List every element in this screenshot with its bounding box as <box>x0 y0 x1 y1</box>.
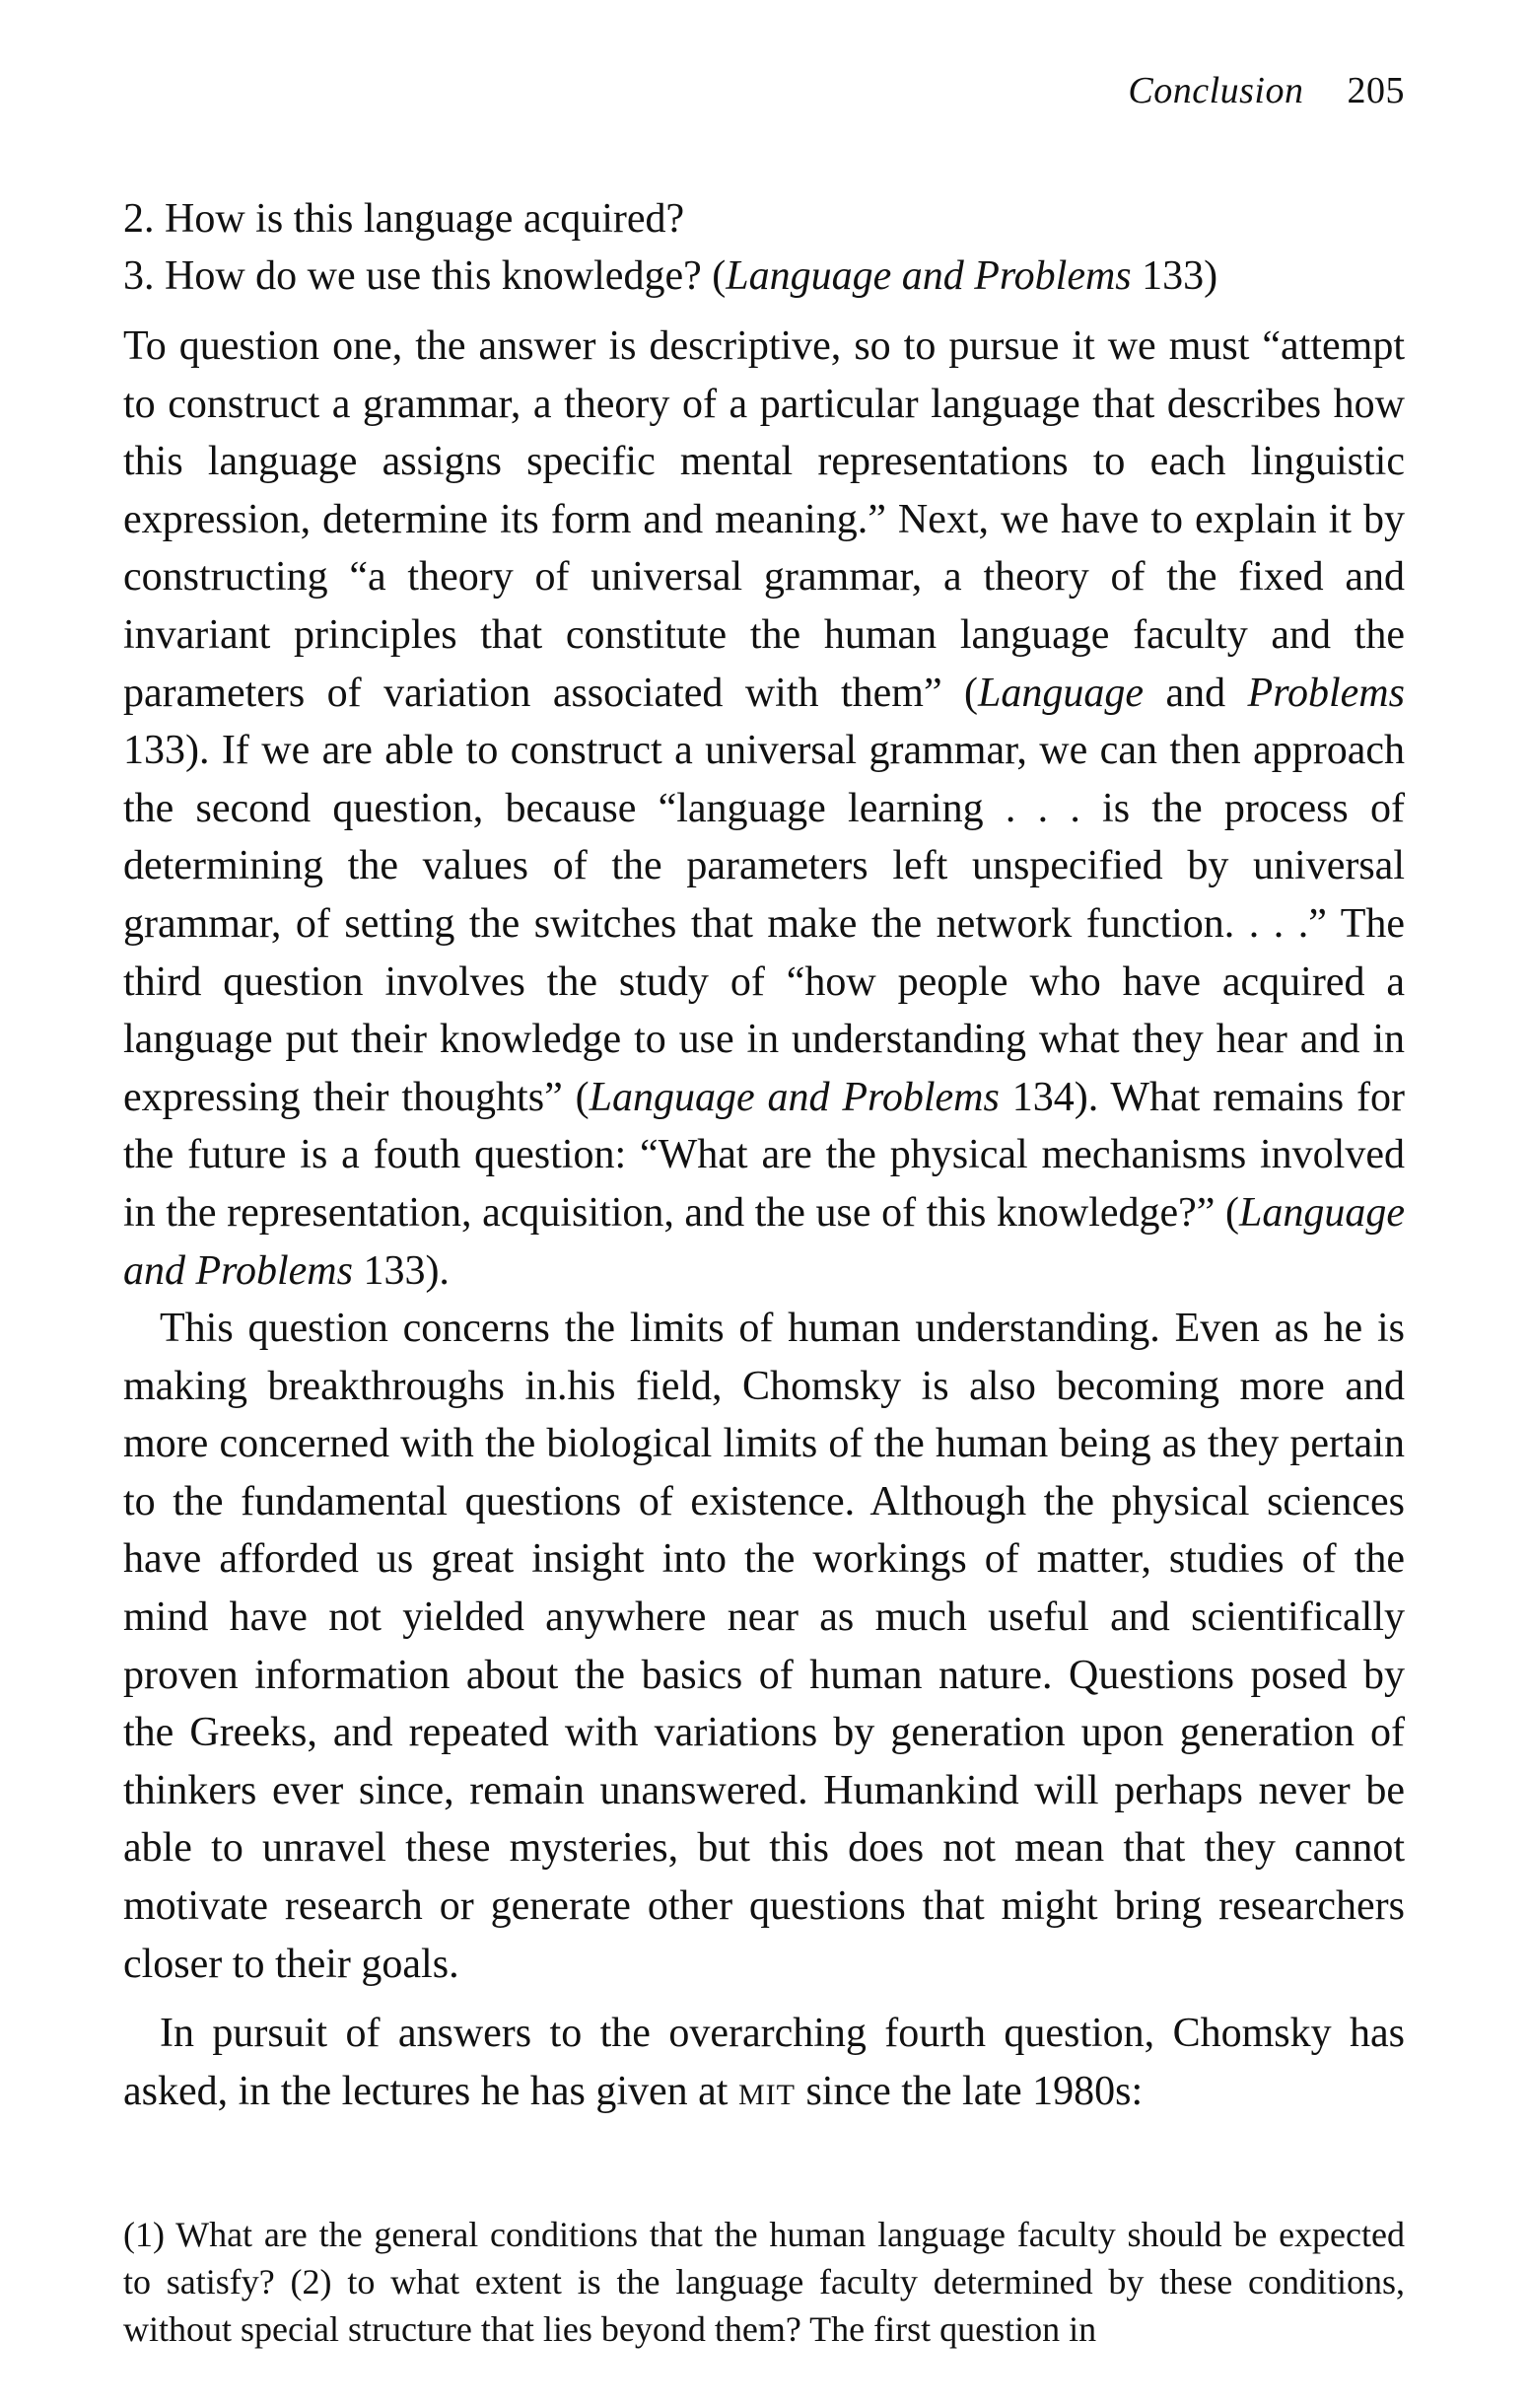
book-page <box>123 59 1405 2367</box>
block-quote-text: (1) What are the general conditions that the human language faculty should be expected to satisfy? (2) to what extent is the language faculty determined by these conditions, without special structure that lies beyond them? The first question in <box>123 2215 1405 2349</box>
institution-abbr: MIT <box>737 2078 796 2111</box>
body-text <box>123 318 1405 2124</box>
block-quote <box>123 2211 1405 2353</box>
list-item <box>123 190 1405 248</box>
paragraph: This question concerns the limits of human understanding. Even as he is making breakthroughs in.his field, Chomsky is also becoming more and more concerned with the biological limits of the human being as they pertain to the fundamental questions of existence. Although the physical sciences have afforded us great insight into the workings of matter, studies of the mind have not yielded anywhere near as much useful and scientifically proven information about the basics of human nature. Questions posed by the Greeks, and repeated with variations by generation upon generation of thinkers ever since, remain unanswered. Humankind will perhaps never be able to unravel these mysteries, but this does not mean that they cannot motivate research or generate other questions that might bring researchers closer to their goals. <box>123 1306 1405 1987</box>
citation-title: Language and Problems <box>123 1189 1405 1294</box>
paragraph-text: 133). <box>352 1247 450 1294</box>
paragraph-text: In pursuit of answers to the overarching fourth question, Chomsky has asked, in the lectures he has given at <box>123 2011 1405 2114</box>
paragraph-text: 134). What remains for the future is a fouth question: “What are the physical mechanisms involved in the representation, acquisition, and the use of this knowledge?” ( <box>123 1074 1405 1236</box>
list-item-text: 2. How is this language acquired? <box>123 196 685 242</box>
paragraph <box>123 318 1405 1300</box>
running-head <box>1128 67 1405 114</box>
citation-title: Language and Problems <box>726 253 1132 299</box>
list-item <box>123 248 1405 305</box>
citation-title: Language <box>978 670 1145 716</box>
citation-title: Problems <box>1247 670 1405 716</box>
paragraph-text: since the late 1980s: <box>795 2068 1144 2114</box>
question-list <box>123 190 1405 305</box>
paragraph-text: 133). If we are able to construct a universal grammar, we can then approach the second question, because “language learning . . . is the process of determining the values of the parameters left unspecified by universal grammar, of setting the switches that make the network function. . . .” The third question involves the study of “how people who have acquired a language put their knowledge to use in understanding what they hear and in expressing their thoughts” ( <box>123 728 1405 1120</box>
citation-page: 133) <box>1131 253 1218 299</box>
list-item-text: 3. How do we use this knowledge? ( <box>123 253 727 299</box>
paragraph-text: To question one, the answer is descriptive, so to pursue it we must “attempt to construct a grammar, a theory of a particular language that describes how this language assigns specific mental representations to each linguistic expression, determine its form and meaning.” Next, we have to explain it by constructing “a theory of universal grammar, a theory of the fixed and invariant principles that constitute the human language faculty and the parameters of variation associated with them” ( <box>123 323 1405 716</box>
page-number: 205 <box>1347 70 1405 111</box>
paragraph-text: and <box>1144 670 1248 716</box>
citation-title: Language and Problems <box>589 1074 1000 1120</box>
chapter-title: Conclusion <box>1128 70 1304 111</box>
paragraph <box>123 2005 1405 2124</box>
